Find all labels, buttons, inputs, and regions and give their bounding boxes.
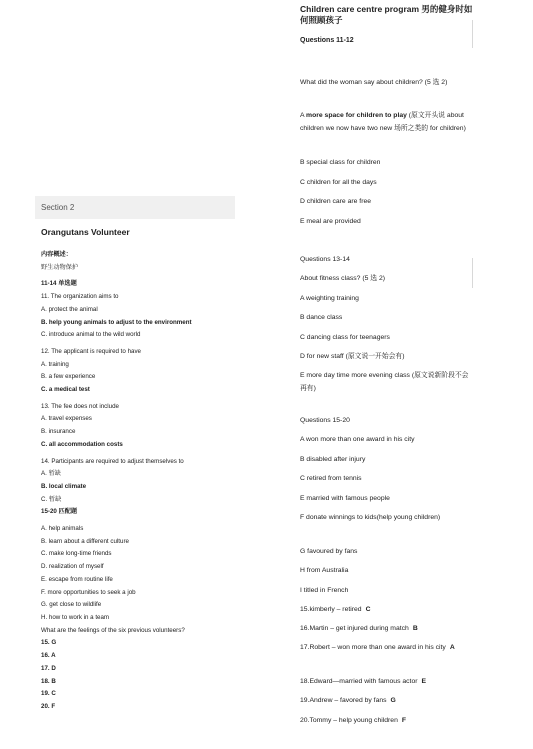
- q11-12-prompt: What did the woman say about children? (5 选 2): [300, 79, 448, 86]
- q14-b: B. local climate: [41, 482, 87, 490]
- questions-13-14: Questions 13-14: [300, 256, 350, 263]
- match-f: F donate winnings to kids(help young children): [300, 514, 441, 521]
- answer-19-key: G: [390, 697, 396, 704]
- section-label: Section 2: [35, 196, 235, 219]
- answer-20-key: F: [401, 717, 407, 724]
- right-column: [300, 0, 475, 724]
- fitness-d: D for new staff (原文说一开始会有): [300, 353, 405, 360]
- opt-b: B. learn about a different culture: [41, 537, 129, 545]
- q12: 12. The applicant is required to have: [41, 347, 141, 355]
- q11: 11. The organization aims to: [41, 293, 119, 301]
- option-a-bold: more space for children to play: [306, 112, 407, 119]
- q13-b: B. insurance: [41, 428, 76, 436]
- opt-f: F. more opportunities to seek a job: [41, 588, 136, 596]
- match-e: E married with famous people: [300, 495, 390, 502]
- answer-15-text: 15.kimberly – retired: [300, 606, 362, 613]
- answer-17-text: 17.Robert – won more than one award in his city: [300, 644, 446, 651]
- answer-16-row: [300, 622, 418, 635]
- answer-17-row: [300, 641, 470, 654]
- q12-c: C. a medical test: [41, 386, 90, 394]
- answer-16-key: B: [412, 625, 418, 632]
- match-i: I titled in French: [300, 587, 349, 594]
- match-question: What are the feelings of the six previous volunteers?: [41, 626, 185, 634]
- match-a: A won more than one award in his city: [300, 436, 415, 443]
- fitness-a: A weighting training: [300, 295, 359, 302]
- answer-16: 16. A: [41, 652, 56, 660]
- match-b: B disabled after injury: [300, 456, 366, 463]
- q13-14-prompt: About fitness class? (5 选 2): [300, 275, 385, 282]
- option-e: E meal are provided: [300, 218, 361, 225]
- opt-a: A. help animals: [41, 525, 84, 533]
- match-c: C retired from tennis: [300, 475, 362, 482]
- q13-a: A. travel expenses: [41, 415, 92, 423]
- q11-b: B. help young animals to adjust to the environment: [41, 318, 192, 326]
- opt-d: D. realization of myself: [41, 563, 104, 571]
- summary-head: 内容概述：: [41, 251, 72, 258]
- answer-20: 20. F: [41, 702, 56, 710]
- answer-18-row: [300, 675, 426, 688]
- answer-15-row: [300, 603, 371, 616]
- fitness-e: E more day time more evening class (原文说新阶段不会再有): [300, 372, 469, 392]
- block1-head: 11-14 单选题: [41, 280, 77, 288]
- answer-15: 15. G: [41, 639, 57, 647]
- answer-18: 18. B: [41, 677, 56, 685]
- q14: 14. Participants are required to adjust themselves to: [41, 457, 184, 465]
- q13: 13. The fee does not include: [41, 402, 119, 410]
- q12-b: B. a few experience: [41, 373, 96, 381]
- left-column: [35, 196, 235, 714]
- block2-head: 15-20 匹配题: [41, 508, 78, 516]
- q14-c: C. 暂缺: [41, 495, 62, 503]
- answer-20-text: 20.Tommy – help young children: [300, 717, 398, 724]
- answer-19-text: 19.Andrew – favored by fans: [300, 697, 387, 704]
- answer-18-text: 18.Edward—married with famous actor: [300, 678, 418, 685]
- answer-17: 17. D: [41, 664, 56, 672]
- answer-17-key: A: [449, 644, 455, 651]
- option-a-rest: (原文开头说 about children we now have two new 场所之类的 for children): [300, 112, 466, 132]
- opt-h: H. how to work in a team: [41, 613, 110, 621]
- answer-19-row: [300, 694, 396, 707]
- opt-g: G. get close to wildlife: [41, 601, 102, 609]
- answer-15-key: C: [365, 606, 371, 613]
- answer-19: 19. C: [41, 690, 56, 698]
- left-title: Orangutans Volunteer: [41, 227, 130, 237]
- questions-11-12: Questions 11-12: [300, 37, 354, 44]
- q12-a: A. training: [41, 360, 69, 368]
- option-a: [300, 109, 470, 135]
- match-g: G favoured by fans: [300, 548, 358, 555]
- fitness-c: C dancing class for teenagers: [300, 334, 390, 341]
- match-h: H from Australia: [300, 567, 349, 574]
- divider-line: [472, 258, 473, 288]
- fitness-b: B dance class: [300, 314, 343, 321]
- q11-a: A. protect the animal: [41, 305, 98, 313]
- option-d: D children care are free: [300, 198, 372, 205]
- answer-16-text: 16.Martin – get injured during match: [300, 625, 409, 632]
- option-a-prefix: A: [300, 112, 307, 119]
- q13-c: C. all accommodation costs: [41, 440, 123, 448]
- right-title: Children care centre program 男的健身时如何照顾孩子: [300, 4, 473, 25]
- summary: 野生动物保护: [41, 263, 79, 271]
- answer-18-key: E: [421, 678, 427, 685]
- q11-c: C. introduce animal to the wild world: [41, 331, 141, 339]
- opt-e: E. escape from routine life: [41, 575, 113, 583]
- option-c: C children for all the days: [300, 179, 377, 186]
- q14-a: A. 暂缺: [41, 470, 61, 478]
- opt-c: C. make long-time friends: [41, 550, 112, 558]
- questions-15-20: Questions 15-20: [300, 417, 350, 424]
- answer-20-row: [300, 714, 406, 727]
- option-b: B special class for children: [300, 159, 381, 166]
